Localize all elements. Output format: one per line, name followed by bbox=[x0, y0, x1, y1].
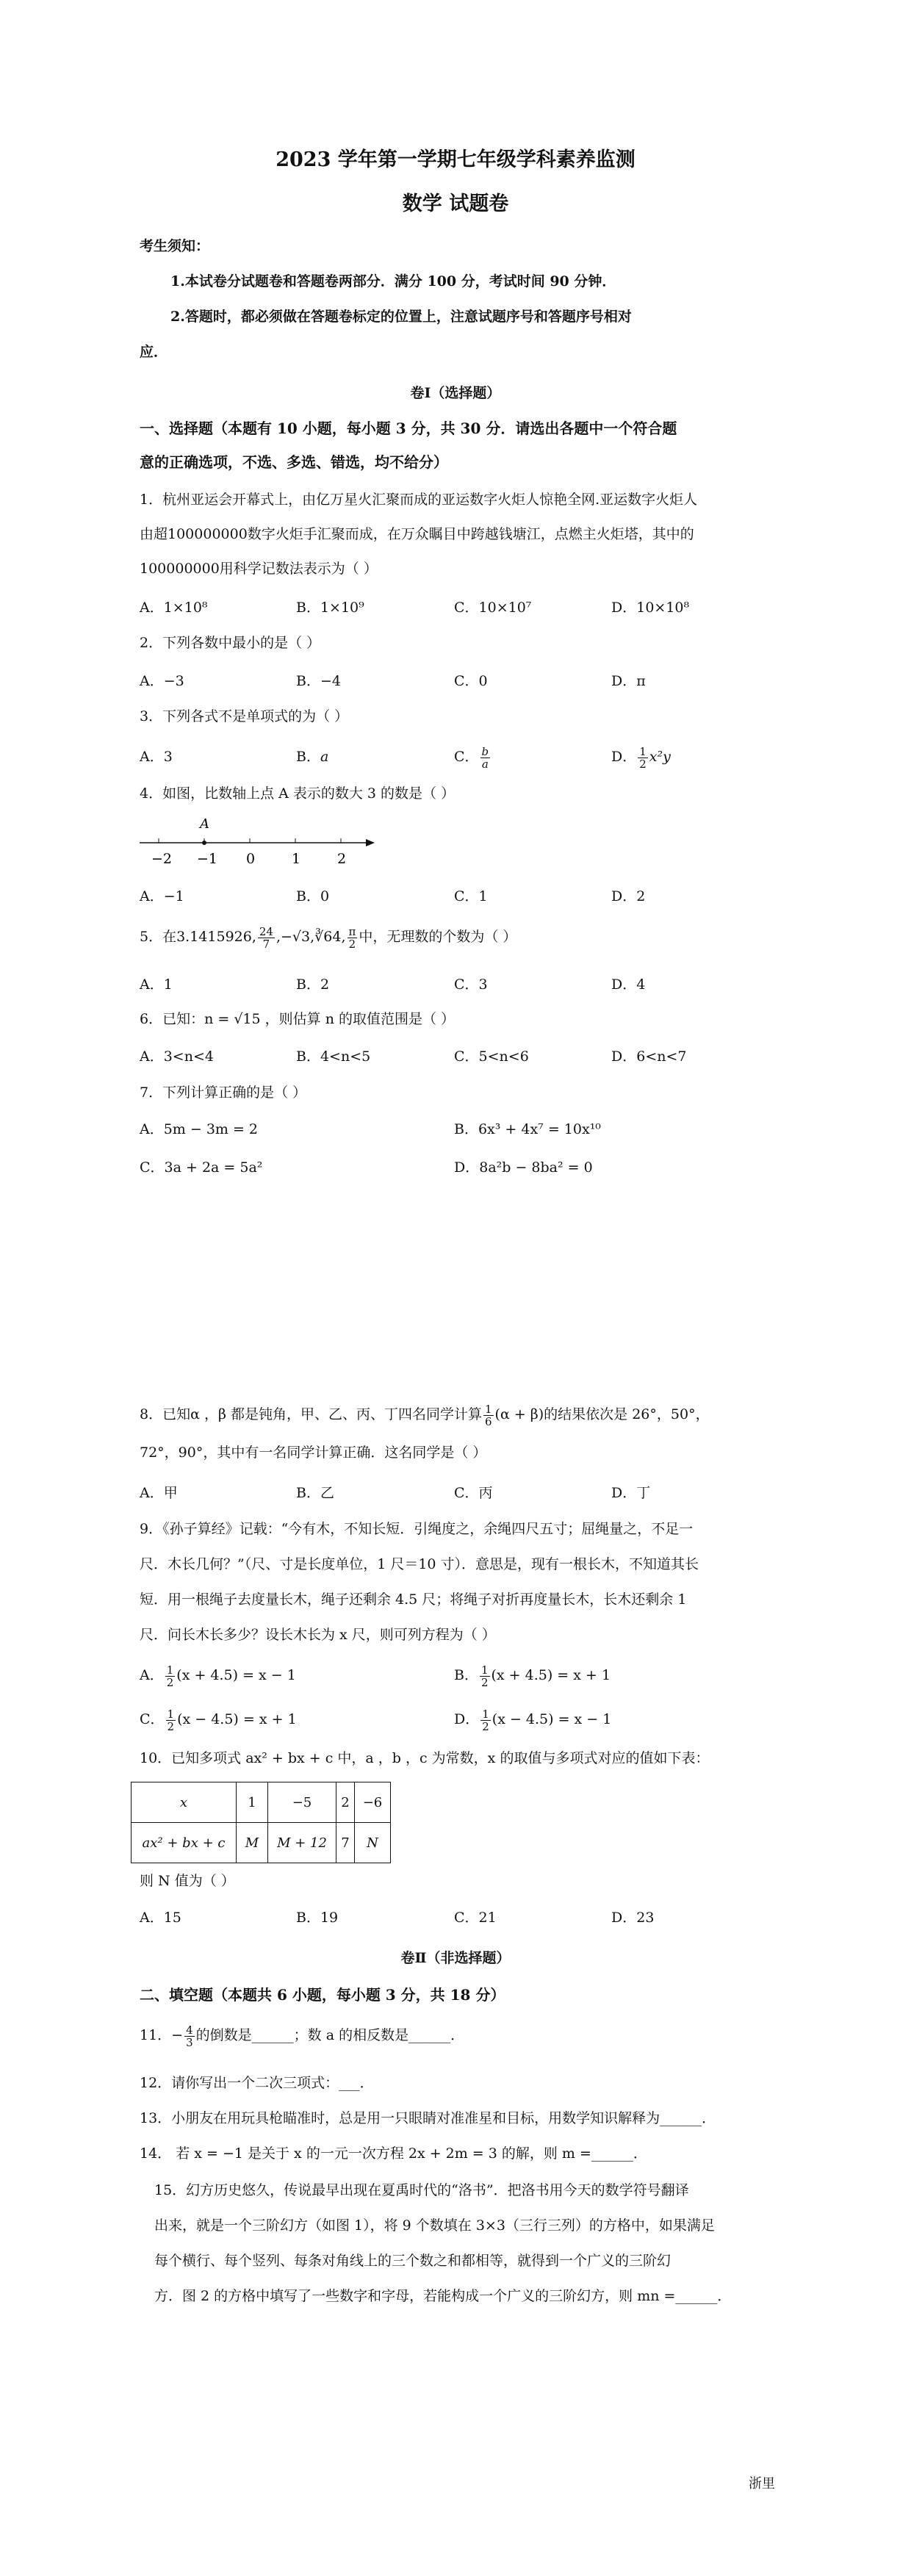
table-row bbox=[132, 1782, 391, 1823]
q1-line1: 1．杭州亚运会开幕式上，由亿万星火汇聚而成的亚运数字火炬人惊艳全网.亚运数字火炬人 bbox=[140, 492, 698, 508]
q9-line4: 尺．问长木长多少？设长木长为 x 尺，则可列方程为（ ） bbox=[140, 1627, 496, 1643]
q7-stem: 7．下列计算正确的是（ ） bbox=[140, 1084, 307, 1101]
q3-stem: 3．下列各式不是单项式的为（ ） bbox=[140, 708, 349, 724]
point-a-marker bbox=[202, 841, 206, 845]
option-d[interactable]: D．4 bbox=[611, 976, 646, 993]
q9-line3: 短．用一根绳子去度量长木，绳子还剩余 4.5 尺；将绳子对折再度量长木，长木还剩余 1 bbox=[140, 1591, 687, 1608]
part2-title: 卷Ⅱ（非选择题） bbox=[400, 1950, 511, 1966]
option-b[interactable]: B．19 bbox=[296, 1910, 339, 1926]
tick-label: 0 bbox=[246, 851, 256, 867]
option-c[interactable]: C．10×10⁷ bbox=[454, 600, 532, 616]
table-row bbox=[132, 1823, 391, 1863]
q2-options bbox=[140, 670, 786, 692]
q6-stem: 6．已知：n = √15 ，则估算 n 的取值范围是（ ） bbox=[140, 1011, 455, 1027]
table-cell: M bbox=[237, 1823, 268, 1863]
option-d[interactable]: D．10×10⁸ bbox=[611, 600, 690, 616]
option-a[interactable]: A．5m − 3m = 2 bbox=[140, 1121, 259, 1137]
table-cell: −5 bbox=[268, 1782, 336, 1823]
q14-stem: 14． 若 x = −1 是关于 x 的一元一次方程 2x + 2m = 3 的解，则 m =______． bbox=[140, 2145, 647, 2162]
q11-stem: 11．− $\frac{4}{3}$ 的倒数是______；数 a 的相反数是______． bbox=[140, 2023, 465, 2049]
option-b[interactable]: B．乙 bbox=[296, 1485, 334, 1501]
q5-options bbox=[140, 974, 786, 996]
table-cell: M + 12 bbox=[268, 1823, 336, 1863]
q9-options-row1 bbox=[140, 1657, 786, 1694]
option-c[interactable]: C．0 bbox=[454, 673, 488, 689]
q9-line1: 9．《孙子算经》记载：“今有木，不知长短．引绳度之，余绳四尺五寸；屈绳量之，不足一 bbox=[140, 1521, 694, 1537]
q8-line2: 72°，90°，其中有一名同学计算正确．这名同学是（ ） bbox=[140, 1444, 487, 1461]
q13-stem: 13．小朋友在用玩具枪瞄准时，总是用一只眼睛对准准星和目标，用数学知识解释为______． bbox=[140, 2110, 716, 2126]
arrow-icon bbox=[366, 839, 375, 846]
q7-options-row2 bbox=[140, 1156, 786, 1179]
q9-line2: 尺．木长几何？”（尺、寸是长度单位，1 尺＝10 寸）．意思是，现有一根长木，不知道其长 bbox=[140, 1556, 699, 1572]
q3-options bbox=[140, 738, 786, 775]
q1-options bbox=[140, 597, 786, 619]
part1-title: 卷Ⅰ（选择题） bbox=[410, 385, 501, 401]
option-b[interactable]: B．0 bbox=[296, 888, 330, 904]
q4-options bbox=[140, 885, 786, 907]
tick-label: −1 bbox=[197, 851, 218, 867]
q10-stem: 10．已知多项式 ax² + bx + c 中，a ，b ，c 为常数，x 的取值与多项式对应的值如下表： bbox=[140, 1750, 710, 1766]
section-choice-b: 意的正确选项，不选、多选、错选，均不给分） bbox=[140, 453, 448, 471]
q8-options bbox=[140, 1482, 786, 1504]
option-a[interactable]: A．15 bbox=[140, 1910, 181, 1926]
exam-title: 2023 学年第一学期七年级学科素养监测 bbox=[276, 148, 635, 171]
notice-item-2: 2.答题时，都必须做在答题卷标定的位置上，注意试题序号和答题序号相对 bbox=[170, 309, 632, 325]
option-d[interactable]: D． $\frac{1}{2}$ (x − 4.5) = x − 1 bbox=[454, 1707, 612, 1733]
tick-label: −2 bbox=[151, 851, 173, 867]
option-c[interactable]: C．3a + 2a = 5a² bbox=[140, 1159, 263, 1176]
number-line-figure bbox=[132, 812, 382, 871]
point-a-label: A bbox=[200, 816, 209, 832]
table-cell: 2 bbox=[336, 1782, 355, 1823]
q9-options-row2 bbox=[140, 1701, 786, 1738]
q4-stem: 4．如图，比数轴上点 A 表示的数大 3 的数是（ ） bbox=[140, 785, 455, 802]
option-a[interactable]: A．1 bbox=[140, 976, 173, 993]
option-a[interactable]: A．−1 bbox=[140, 888, 184, 904]
notice-heading: 考生须知： bbox=[140, 238, 210, 254]
option-d[interactable]: D．π bbox=[611, 673, 646, 689]
option-a[interactable]: A．甲 bbox=[140, 1485, 178, 1501]
option-a[interactable]: A．1×10⁸ bbox=[140, 600, 208, 616]
option-c[interactable]: C． $\frac{1}{2}$ (x − 4.5) = x + 1 bbox=[140, 1707, 297, 1733]
table-cell: N bbox=[355, 1823, 391, 1863]
option-d[interactable]: D．23 bbox=[611, 1910, 655, 1926]
option-a[interactable]: A． $\frac{1}{2}$ (x + 4.5) = x − 1 bbox=[140, 1663, 296, 1689]
q10-value-table bbox=[131, 1782, 391, 1863]
option-b[interactable]: B．1×10⁹ bbox=[296, 600, 364, 616]
option-d[interactable]: D．丁 bbox=[611, 1485, 651, 1501]
q8-line1: 8．已知α ，β 都是钝角，甲、乙、丙、丁四名同学计算 $\frac{1}{6}$ (α + β)的结果依次是 26°，50°， bbox=[140, 1402, 710, 1428]
q15-line2: 出来，就是一个三阶幻方（如图 1），将 9 个数填在 3×3（三行三列）的方格中，如果满足 bbox=[154, 2217, 715, 2234]
section-fill-in: 二、填空题（本题共 6 小题，每小题 3 分，共 18 分） bbox=[140, 1986, 505, 2004]
option-c[interactable]: C．1 bbox=[454, 888, 488, 904]
q6-options bbox=[140, 1046, 786, 1068]
option-c[interactable]: C．21 bbox=[454, 1910, 497, 1926]
option-a[interactable]: A．3<n<4 bbox=[140, 1048, 214, 1065]
option-b[interactable]: B．a bbox=[296, 749, 329, 765]
option-d[interactable]: D．8a²b − 8ba² = 0 bbox=[454, 1159, 593, 1176]
table-cell: 1 bbox=[237, 1782, 268, 1823]
option-a[interactable]: A．−3 bbox=[140, 673, 184, 689]
option-c[interactable]: C．丙 bbox=[454, 1485, 493, 1501]
exam-subtitle: 数学 试题卷 bbox=[402, 193, 509, 215]
table-cell: x bbox=[132, 1782, 237, 1823]
option-c[interactable]: C． $\frac{b}{a}$ bbox=[454, 744, 489, 771]
option-c[interactable]: C．5<n<6 bbox=[454, 1048, 529, 1065]
option-b[interactable]: B． $\frac{1}{2}$ (x + 4.5) = x + 1 bbox=[454, 1663, 611, 1689]
table-cell: 7 bbox=[336, 1823, 355, 1863]
tick-label: 2 bbox=[337, 851, 347, 867]
notice-item-2-cont: 应． bbox=[140, 344, 168, 360]
option-a[interactable]: A．3 bbox=[140, 749, 173, 765]
option-b[interactable]: B．4<n<5 bbox=[296, 1048, 371, 1065]
option-b[interactable]: B．2 bbox=[296, 976, 330, 993]
footer-mark: 浙里 bbox=[749, 2476, 775, 2492]
q10-after: 则 N 值为（ ） bbox=[140, 1873, 235, 1889]
q15-line1: 15．幻方历史悠久，传说最早出现在夏禹时代的“洛书”．把洛书用今天的数学符号翻译 bbox=[154, 2182, 689, 2198]
option-b[interactable]: B．6x³ + 4x⁷ = 10x¹⁰ bbox=[454, 1121, 601, 1137]
option-d[interactable]: D．6<n<7 bbox=[611, 1048, 687, 1065]
option-b[interactable]: B．−4 bbox=[296, 673, 341, 689]
option-d[interactable]: D．2 bbox=[611, 888, 646, 904]
option-d[interactable]: D． $\frac{1}{2}$ x²y bbox=[611, 744, 671, 771]
tick-label: 1 bbox=[292, 851, 301, 867]
q10-options bbox=[140, 1907, 786, 1929]
q7-options-row1 bbox=[140, 1118, 786, 1140]
section-choice-a: 一、选择题（本题有 10 小题，每小题 3 分，共 30 分．请选出各题中一个符合题 bbox=[140, 420, 677, 437]
option-c[interactable]: C．3 bbox=[454, 976, 488, 993]
q15-line4: 方．图 2 的方格中填写了一些数字和字母，若能构成一个广义的三阶幻方，则 mn =______． bbox=[154, 2288, 732, 2304]
q15-line3: 每个横行、每个竖列、每条对角线上的三个数之和都相等，就得到一个广义的三阶幻 bbox=[154, 2253, 671, 2269]
q1-line3: 100000000用科学记数法表示为（ ） bbox=[140, 561, 378, 577]
notice-item-1: 1.本试卷分试题卷和答题卷两部分．满分 100 分，考试时间 90 分钟． bbox=[170, 273, 616, 289]
table-cell: −6 bbox=[355, 1782, 391, 1823]
q1-line2: 由超100000000数字火炬手汇聚而成，在万众瞩目中跨越钱塘江，点燃主火炬塔，其中的 bbox=[140, 526, 694, 542]
q5-stem: 5．在3.1415926, $\frac{24}{7}$ ,−√3,∛64, $\frac{\pi}{2}$ 中，无理数的个数为（ ） bbox=[140, 924, 517, 951]
table-cell: ax² + bx + c bbox=[132, 1823, 237, 1863]
q12-stem: 12．请你写出一个二次三项式：___． bbox=[140, 2075, 374, 2091]
q2-stem: 2．下列各数中最小的是（ ） bbox=[140, 635, 321, 651]
